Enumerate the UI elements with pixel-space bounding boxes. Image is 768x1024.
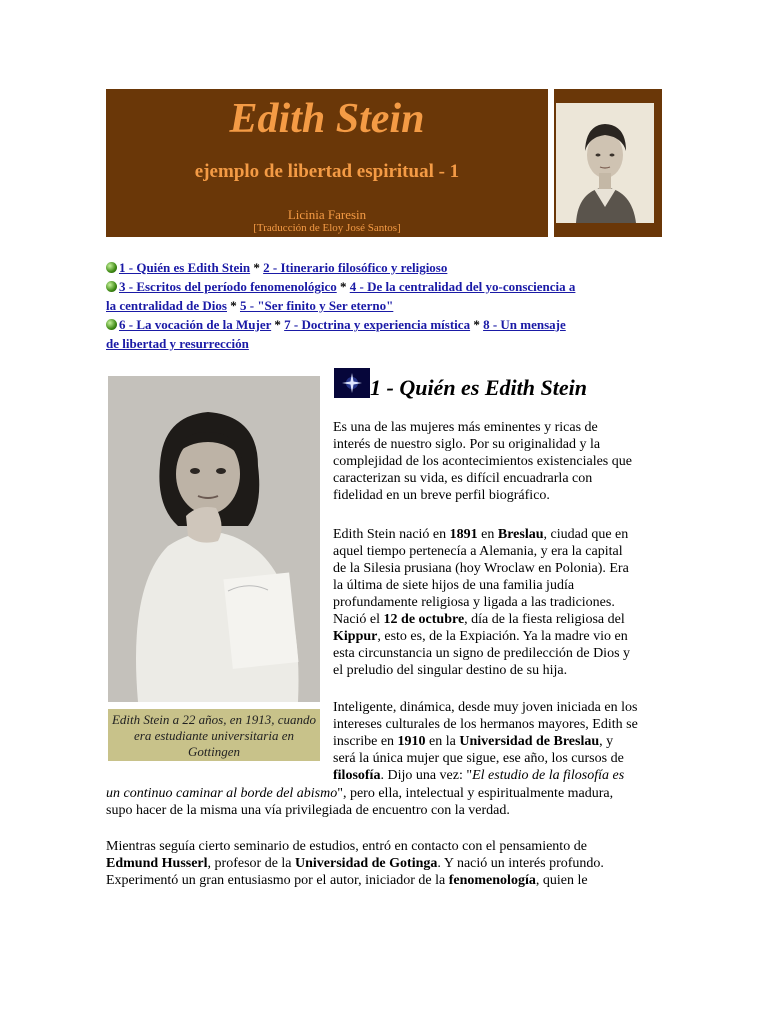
text-line: complejidad de los acontecimientos existenciales que (333, 454, 632, 469)
bold-text: Kippur (333, 629, 378, 644)
link-section-5[interactable]: 5 - "Ser finito y Ser eterno" (239, 298, 394, 313)
index-line-2 (106, 277, 666, 315)
text-line: Mientras seguía cierto seminario de estudios, entró en contacto con el pensamiento de (106, 839, 587, 854)
page-title: Edith Stein (229, 96, 425, 142)
index-line-3 (106, 315, 666, 353)
text-line: será la única mujer que sigue, ese año, los cursos de (333, 751, 624, 766)
text-line: supo hacer de la misma una vía privilegiada de encuentro con la verdad. (106, 803, 510, 818)
text: . Y nació un interés profundo. (437, 856, 604, 871)
text: , quien le (535, 873, 588, 888)
text-line (333, 526, 663, 543)
text-line (106, 872, 666, 889)
bold-text: Universidad de Breslau (459, 734, 600, 749)
paragraph-birth (333, 526, 663, 679)
text: Edith Stein nació en (333, 527, 450, 542)
portrait-photo-main (108, 376, 320, 702)
separator: * (336, 279, 350, 294)
text: , profesor de la (207, 856, 296, 871)
text: Experimentó un gran entusiasmo por el autor, iniciador de la (106, 873, 449, 888)
bold-text: fenomenología (448, 873, 536, 888)
bold-text: Breslau (497, 527, 544, 542)
link-section-2[interactable]: 2 - Itinerario filosófico y religioso (263, 260, 448, 275)
green-bullet-icon (106, 281, 117, 292)
link-section-8-cont[interactable]: de libertad y resurrección (106, 336, 249, 351)
bold-text: 1891 (449, 527, 478, 542)
green-bullet-icon (106, 262, 117, 273)
text-line (333, 767, 663, 784)
paragraph-intro (333, 419, 663, 504)
text-line: de la Silesia prusiana (hoy Wroclaw en Polonia). Era (333, 561, 629, 576)
text: Nació el (333, 612, 384, 627)
photo-caption (108, 709, 320, 761)
link-section-3[interactable]: 3 - Escritos del período fenomenológico (119, 279, 337, 294)
text-line: caracterizan su vida, es difícil encuadrarla con (333, 471, 593, 486)
bold-text: 12 de octubre (383, 612, 465, 627)
text: , esto es, de la Expiación. Ya la madre vio en (377, 629, 628, 644)
separator: * (271, 317, 285, 332)
separator: * (470, 317, 484, 332)
section-index (106, 258, 666, 353)
star-icon (334, 368, 370, 398)
link-section-7[interactable]: 7 - Doctrina y experiencia mística (284, 317, 471, 332)
paragraph-husserl (106, 838, 666, 889)
italic-text: El estudio de la filosofía es (472, 768, 625, 783)
caption-text: Edith Stein a 22 años, en 1913, cuando era estudiante universitaria en Gottingen (111, 712, 316, 759)
text-line (333, 733, 663, 750)
italic-text: un continuo caminar al borde del abismo (106, 786, 338, 801)
link-section-1[interactable]: 1 - Quién es Edith Stein (119, 260, 251, 275)
separator: * (226, 298, 240, 313)
text-line: intereses culturales de los hermanos mayores, Edith se (333, 717, 638, 732)
link-section-8[interactable]: 8 - Un mensaje (483, 317, 566, 332)
link-section-6[interactable]: 6 - La vocación de la Mujer (119, 317, 272, 332)
banner-divider (548, 89, 554, 237)
paragraph-studies-cont (106, 785, 666, 819)
text-line: interés de nuestro siglo. Por su originalidad y la (333, 437, 601, 452)
text: , ciudad que en (543, 527, 629, 542)
text-line (106, 785, 666, 802)
text: en la (425, 734, 460, 749)
paragraph-studies (333, 699, 663, 784)
section-heading: 1 - Quién es Edith Stein (370, 375, 587, 400)
translator-credit: [Traducción de Eloy José Santos] (253, 222, 401, 234)
text: , y (599, 734, 614, 749)
text-line: aquel tiempo pertenecía a Alemania, y era la capital (333, 544, 623, 559)
text-line: Es una de las mujeres más eminentes y ricas de (333, 420, 598, 435)
portrait-photo-top (556, 103, 654, 223)
bold-text: filosofía (333, 768, 381, 783)
banner-title-cell (106, 89, 548, 237)
bold-text: 1910 (397, 734, 426, 749)
text-line: profundamente religiosa y ligada a las tradiciones. (333, 595, 615, 610)
text-line: fidelidad en un breve perfil biográfico. (333, 488, 550, 503)
text: , día de la fiesta religiosa del (464, 612, 625, 627)
bold-text: Edmund Husserl (106, 856, 208, 871)
index-line-1 (106, 258, 666, 277)
author-name: Licinia Faresin (287, 207, 367, 222)
text-line: el preludio del singular destino de su hija. (333, 663, 568, 678)
text-line: la última de siete hijos de una familia judía (333, 578, 575, 593)
text-line: Inteligente, dinámica, desde muy joven iniciada en los (333, 700, 638, 715)
separator: * (250, 260, 264, 275)
bold-text: Universidad de Gotinga (295, 856, 438, 871)
text-line (106, 855, 666, 872)
link-section-4[interactable]: 4 - De la centralidad del yo-consciencia a (349, 279, 576, 294)
text: inscribe en (333, 734, 398, 749)
header-banner (106, 89, 662, 237)
text: . Dijo una vez: " (380, 768, 473, 783)
text-line (333, 628, 663, 645)
text-line: esta circunstancia un signo de predilección de Dios y (333, 646, 631, 661)
text-line (333, 611, 663, 628)
text: ", pero ella, intelectual y espiritualmente madura, (337, 786, 614, 801)
page-subtitle: ejemplo de libertad espiritual - 1 (194, 161, 460, 182)
green-bullet-icon (106, 319, 117, 330)
text: en (477, 527, 498, 542)
link-section-4-cont[interactable]: la centralidad de Dios (106, 298, 227, 313)
